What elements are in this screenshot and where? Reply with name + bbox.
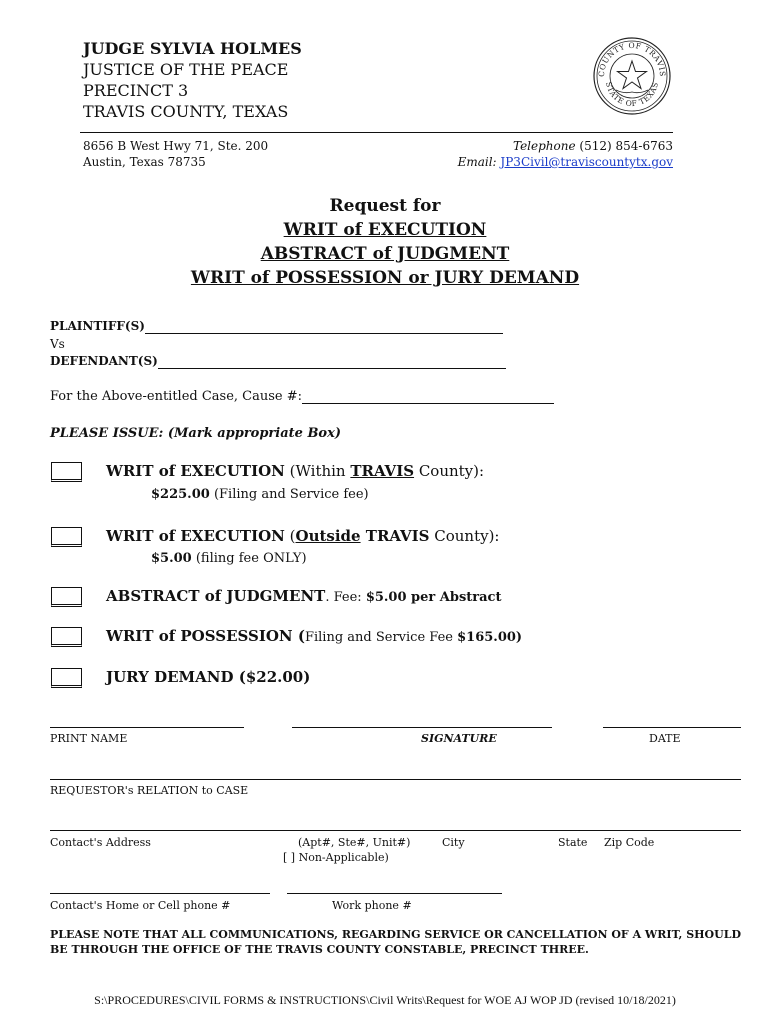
zip-label: Zip Code [604,836,655,849]
cause-number-field[interactable] [302,391,554,404]
home-phone-field[interactable] [50,893,270,894]
writ-execution-outside-checkbox[interactable] [51,527,82,547]
city-label: City [442,836,465,849]
home-phone-label: Contact's Home or Cell phone # [50,899,231,912]
svg-text:COUNTY OF TRAVIS: COUNTY OF TRAVIS [596,40,668,78]
relation-field[interactable] [50,779,741,780]
abstract-judgment-label: ABSTRACT of JUDGMENT. Fee: $5.00 per Abstract [106,587,502,605]
vs-label: Vs [50,337,65,351]
office-name: JUSTICE OF THE PEACE [83,60,289,79]
title-line-3: ABSTRACT of JUDGMENT [260,244,510,264]
email-link[interactable]: JP3Civil@traviscountytx.gov [500,155,673,169]
title-line-4: WRIT of POSSESSION or JURY DEMAND [190,268,580,288]
date-field[interactable] [603,727,741,728]
form-title [0,194,770,290]
non-applicable-option[interactable]: [ ] Non-Applicable) [283,851,389,864]
plaintiff-row [50,318,503,334]
signature-field[interactable] [292,727,552,728]
header-divider [80,132,673,133]
state-label: State [558,836,588,849]
address-line-2: Austin, Texas 78735 [83,155,206,169]
defendant-label: DEFENDANT(S) [50,354,158,368]
plaintiff-field[interactable] [145,321,503,334]
signature-label: SIGNATURE [421,732,497,745]
issue-instruction: PLEASE ISSUE: (Mark appropriate Box) [50,426,342,441]
county-seal-icon [592,36,672,116]
county: TRAVIS COUNTY, TEXAS [83,102,289,121]
email-label: Email: [457,155,497,169]
writ-execution-within-checkbox[interactable] [51,462,82,482]
court-address [83,138,268,170]
writ-execution-within-fee: $225.00 (Filing and Service fee) [151,487,369,502]
file-path-footer: S:\PROCEDURES\CIVIL FORMS & INSTRUCTIONS\Civil Writs\Request for WOE AJ WOP JD (revised 10/18/2021) [94,993,676,1007]
court-contact [458,138,673,170]
jury-demand-checkbox[interactable] [51,668,82,688]
svg-text:STATE OF TEXAS: STATE OF TEXAS [604,81,660,109]
plaintiff-label: PLAINTIFF(S) [50,319,145,333]
telephone-number: (512) 854-6763 [579,139,673,153]
writ-execution-outside-label: WRIT of EXECUTION (Outside TRAVIS County): [106,527,500,545]
relation-label: REQUESTOR's RELATION to CASE [50,784,249,797]
title-line-1: Request for [329,196,441,216]
writ-possession-checkbox[interactable] [51,627,82,647]
constable-note: PLEASE NOTE THAT ALL COMMUNICATIONS, REGARDING SERVICE OR CANCELLATION OF A WRIT, SHOULD BE THROUGH THE OFFICE OF THE TRAVIS COUNTY CONSTABLE, PRECINCT THREE. [50,928,741,956]
telephone-label: Telephone [513,139,576,153]
cause-row [50,389,554,404]
title-line-2: WRIT of EXECUTION [283,220,487,240]
print-name-field[interactable] [50,727,244,728]
print-name-label: PRINT NAME [50,732,128,745]
contact-address-label: Contact's Address [50,836,151,849]
defendant-field[interactable] [158,356,506,369]
writ-execution-within-label: WRIT of EXECUTION (Within TRAVIS County): [106,462,485,480]
jury-demand-label: JURY DEMAND ($22.00) [106,668,311,686]
court-header [83,38,302,122]
work-phone-field[interactable] [287,893,502,894]
judge-name: JUDGE SYLVIA HOLMES [83,39,302,58]
work-phone-label: Work phone # [332,899,412,912]
apt-label: (Apt#, Ste#, Unit#) [298,836,411,849]
cause-label: For the Above-entitled Case, Cause #: [50,389,303,404]
date-label: DATE [649,732,681,745]
abstract-judgment-checkbox[interactable] [51,587,82,607]
address-field[interactable] [50,830,741,831]
precinct: PRECINCT 3 [83,81,189,100]
address-line-1: 8656 B West Hwy 71, Ste. 200 [83,139,269,153]
writ-possession-label: WRIT of POSSESSION (Filing and Service Fee $165.00) [106,627,523,645]
defendant-row [50,353,506,369]
writ-execution-outside-fee: $5.00 (filing fee ONLY) [151,551,307,566]
